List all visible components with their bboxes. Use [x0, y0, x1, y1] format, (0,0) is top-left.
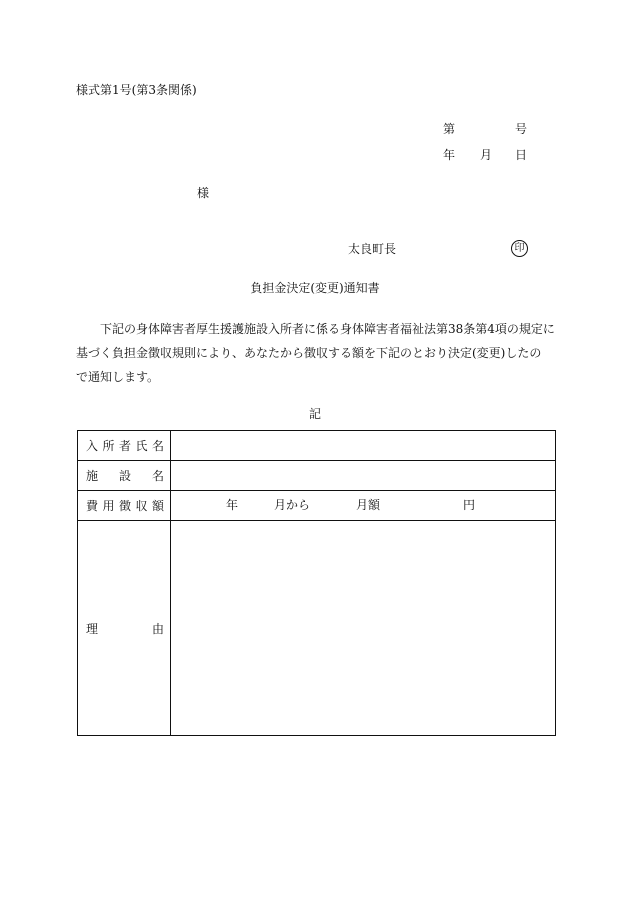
fee-monthly: 月額 — [356, 498, 381, 512]
date-year: 年 — [443, 148, 456, 162]
label-facility-name: 施 設 名 — [78, 461, 171, 491]
label-fee: 費 用 徴 収 額 — [78, 491, 171, 521]
body-line: で通知します。 — [76, 370, 160, 384]
doc-number-prefix: 第 — [443, 122, 456, 136]
detail-table — [77, 430, 556, 736]
table-row-reason — [78, 521, 556, 736]
table-row-facility-name — [78, 461, 556, 491]
fee-yen: 円 — [463, 498, 476, 512]
seal-icon: 印 — [511, 240, 528, 257]
document-title: 負担金決定(変更)通知書 — [250, 281, 380, 295]
date-day: 日 — [515, 148, 528, 162]
value-reason[interactable] — [171, 521, 556, 736]
value-resident-name[interactable] — [171, 431, 556, 461]
fee-from-month: 月から — [274, 498, 311, 512]
body-paragraph — [76, 317, 566, 389]
body-line: 下記の身体障害者厚生援護施設入所者に係る身体障害者福祉法第38条第4項の規定に — [100, 322, 555, 336]
note-heading: 記 — [308, 407, 321, 421]
value-fee[interactable] — [171, 491, 556, 521]
label-resident-name: 入 所 者 氏 名 — [78, 431, 171, 461]
fee-year: 年 — [226, 498, 239, 512]
recipient-honorific: 様 — [197, 186, 210, 200]
date-month: 月 — [480, 148, 493, 162]
table-row-resident-name — [78, 431, 556, 461]
value-facility-name[interactable] — [171, 461, 556, 491]
issuer-name: 太良町長 — [348, 242, 397, 256]
table-row-fee — [78, 491, 556, 521]
label-reason: 理 由 — [78, 521, 171, 736]
form-number: 様式第1号(第3条関係) — [76, 83, 197, 97]
doc-number-suffix: 号 — [515, 122, 528, 136]
body-line: 基づく負担金徴収規則により、あなたから徴収する額を下記のとおり決定(変更)したの — [76, 346, 542, 360]
